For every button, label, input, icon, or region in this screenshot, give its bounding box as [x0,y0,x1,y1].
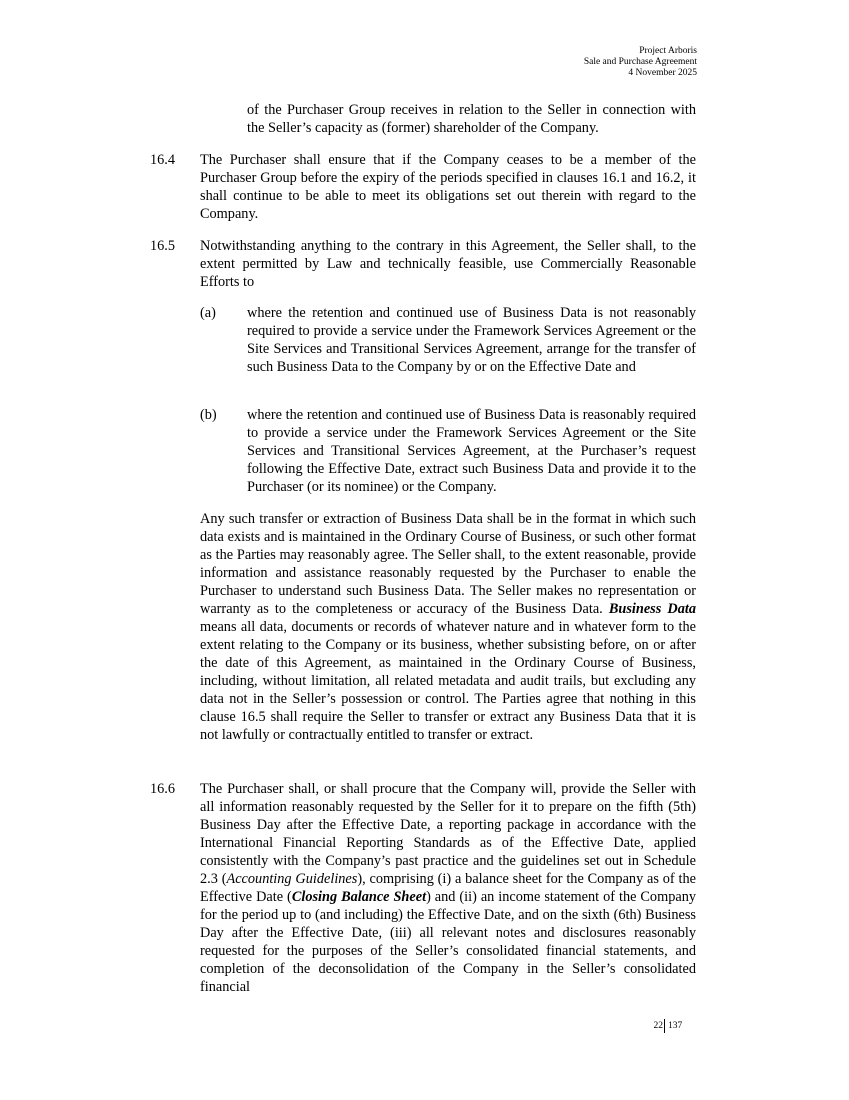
subclause-text: where the retention and continued use of Business Data is not reasonably required to provide a service under the Framework Services Agreement or the Site Services and Transitional Services Agreement, arrange for the transfer of such Business Data to the Company by or on the Effective Date and [247,305,696,375]
subclause-text: where the retention and continued use of Business Data is reasonably required to provide a service under the Framework Services Agreement or the Site Services and Transitional Services Agreement, at the Purchaser’s request following the Effective Date, extract such Business Data and provide it to the Purchaser (or its nominee) or the Company. [247,407,696,495]
continuation-text: of the Purchaser Group receives in relation to the Seller in connection with the Seller’s capacity as (former) shareholder of the Company. [247,102,696,136]
tail-text [200,510,696,744]
clause-text: Notwithstanding anything to the contrary in this Agreement, the Seller shall, to the extent permitted by Law and technically feasible, use Commercially Reasonable Efforts to [200,238,696,290]
clause-text [200,780,696,996]
defined-term-business-data: Business Data [608,601,696,617]
clause-number: 16.6 [150,781,176,797]
clause-text-part: ), comprising (i) a balance sheet for the Company as of the Effective Date ( [200,871,696,905]
accounting-guidelines-term: Accounting Guidelines [226,871,358,887]
subclause-number: (a) [200,305,216,321]
page-total: 137 [668,1021,683,1031]
subclause-number: (b) [200,407,217,423]
tail-before: Any such transfer or extraction of Business Data shall be in the format in which such data exists and is maintained in the Ordinary Course of Business, or such other format as the Parties may reasonably agree. The Seller shall, to the extent reasonable, provide information and assistance reasonably requested by the Purchaser to enable the Purchaser to understand such Business Data. The Seller makes no representation or warranty as to the completeness or accuracy of the Business Data. [200,511,696,617]
clause-number: 16.5 [150,238,176,254]
clause-text: The Purchaser shall ensure that if the Company ceases to be a member of the Purchaser Group before the expiry of the periods specified in clauses 16.1 and 16.2, it shall continue to be able to meet its obligations set out therein with regard to the Company. [200,152,696,222]
document-header [584,46,697,79]
clause-text-part: ) and (ii) an income statement of the Company for the period up to (and including) the Effective Date, and on the sixth (6th) Business Day after the Effective Date, (iii) all relevant notes and disclosures reasonably requested for the purposes of the Seller’s consolidated financial statements, and completion of the deconsolidation of the Company in the Seller’s consolidated financial [200,889,696,995]
clause-number: 16.4 [150,152,176,168]
header-date: 4 November 2025 [628,68,697,78]
page-number: 22 [653,1021,663,1031]
clause-text-part: The Purchaser shall, or shall procure that the Company will, provide the Seller with all information reasonably requested by the Seller for it to prepare on the fifth (5th) Business Day after the Effective Date, a reporting package in accordance with the International Financial Reporting Standards as of the Effective Date, applied consistently with the Company’s past practice and the guidelines set out in Schedule 2.3 ( [200,781,696,887]
header-project: Project Arboris [639,46,697,56]
tail-after: means all data, documents or records of whatever nature and in whatever form to the extent relating to the Company or its business, whether subsisting before, on or after the date of this Agreement, as maintained in the Ordinary Course of Business, including, without limitation, all related metadata and audit trails, but excluding any data not in the Seller’s possession or control. The Parties agree that nothing in this clause 16.5 shall require the Seller to transfer or extract any Business Data that it is not lawfully or contractually entitled to transfer or extract. [200,619,696,743]
header-doc-title: Sale and Purchase Agreement [583,57,697,67]
page-separator [664,1019,665,1033]
closing-balance-sheet-term: Closing Balance Sheet [291,889,427,905]
